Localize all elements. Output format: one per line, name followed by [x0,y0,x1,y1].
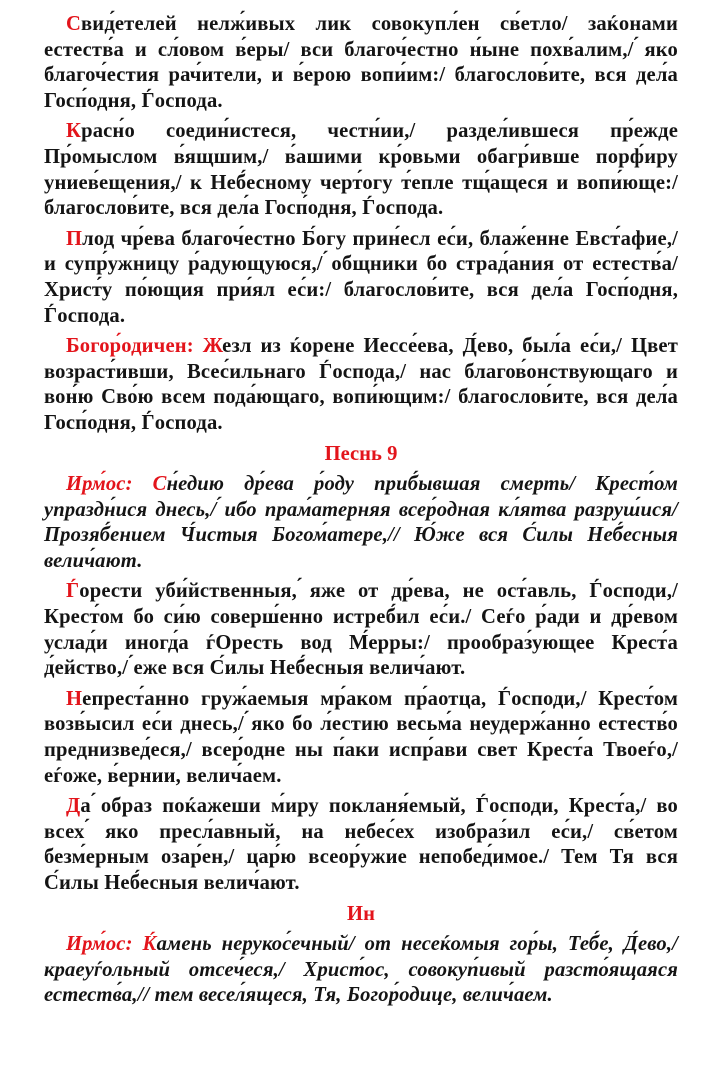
red-initial: С [66,13,82,35]
red-initial: Г [66,580,80,603]
troparion-witnesses [44,12,678,114]
paragraph-text: лод чр́ева благоч́естно Б́огу прин́есл ес́и, блаж́енне Евст́афие,/ и супр́ужницу р́адующуюся,/ ́общники бо страд́ания от естеств́а/ Христ́у по́ющия при́ял ес́и:/ благослов́ите, вся дел́а Госп́одня, Ѓоспода. [44,227,678,327]
paragraph-text: ́орести уби́йственныя, ́яже от др́ева, не ост́авль, Ѓосподи,/ Крест́ом бо си́ю соверш́енно истреб́ил ес́и./ Сеѓо р́ади и др́евом услад́и иногд́а ѓОресть вод М́ерры:/ прообраз́ующее Крест́а д́ейство,/ ́еже вся С́илы Неб́есныя велич́ают. [44,580,678,680]
paragraph-text: расн́о соедин́истеся, честн́ии,/ раздел́ившеся пр́еждe Пр́омыслом в́ящшим,/ в́ашими кр́овьми обагр́ивше порф́иру униев́ещения,/ к Неб́есному черт́огу т́епле тщ́ащеся и вопи́юще:/ благослов́ите, вся дел́а Госп́одня, Ѓоспода. [44,120,678,220]
paragraph-text: а ́образ поќажеши м́иру покланя́емый, Ѓосподи, Крест́а,/ во всех ́яко пресл́авный, на небес́ех изобраз́ил ес́и,/ св́етом безм́ерным озар́ен,/ цар́ю всеор́ужие непобед́имое./ Тем Тя вся С́илы Неб́есныя велич́ают. [44,795,678,894]
other-irmos-heading: Ин [347,902,375,925]
paragraph-text: епрест́анно груж́аемыя мр́аком пр́аотца, Ѓосподи,/ Крест́ом возв́ысил ес́и днесь,/ ́яко бо л́естию весьм́а неудерж́анно естеств́о преднизвед́еся,/ всер́одне ны п́аки испр́ави свет Крест́а Твоеѓо,/ еѓоже, в́ернии, велич́аем. [44,687,678,787]
theotokion [44,334,678,436]
troparion-murderous-sorrows [44,579,678,681]
paragraph-text: ́амень нерукос́ечный/ от несеќомыя гор́ы, Теб́е, Д́ево,/ краеуѓольный отсеч́еся,/ Христ́ос, совокуп́ивый разсто́ящаяся естеств́а,// тем весел́ящеся, Тя, Богор́одице, велич́аем. [44,933,678,1007]
troparion-beautifully-united [44,119,678,221]
irmos-ode-9 [44,472,678,574]
paragraph-text: н́едию др́ева р́оду приб́ывшая смерть/ Крест́ом упраздн́ися днесь,/ ́ибо прам́атерняя всер́одная кл́ятва разруш́ися/ Прозяб́ением Ч́истыя Богом́атере,// Ю́же вся С́илы Неб́есныя велич́ают. [44,473,678,572]
irmos-label: Ирм́ос: С [66,473,167,496]
ode-9-heading: Песнь 9 [324,442,398,465]
troparion-fruit-of-womb [44,227,678,329]
red-initial: Н [66,687,83,710]
red-initial: Д [66,795,81,818]
troparion-image-shown [44,794,678,896]
troparion-ceaselessly-burdened [44,687,678,789]
paragraph-text: вид́етелей нелж́ивых лик совокупл́ен св́етло/ заќонами естеств́а и сл́овом в́еры/ вси благоч́естно н́ыне похв́алим,/ ́яко благоч́естия рач́ители, и в́ерою вопи́им:/ благослов́ите, вся дел́а Госп́одня, Ѓоспода. [44,13,678,112]
red-initial: П [66,227,83,250]
irmos-label: Ирм́ос: К [66,933,157,956]
paragraph-text: езл из ќорене Иессе́ева, Д́ево, был́а ес́и,/ Цвет возраст́ивши, Всес́ильнаго Ѓоспода,/ нас благов́онствующаго и вон́ю Сво́ю всем пода́ющаго, вопи́ющим:/ благослов́ите, вся дел́а Госп́одня, Ѓоспода. [44,335,678,434]
red-initial: К [66,120,82,143]
irmos-other [44,932,678,1009]
theotokion-label: Богор́одичен: Ж [66,335,223,358]
